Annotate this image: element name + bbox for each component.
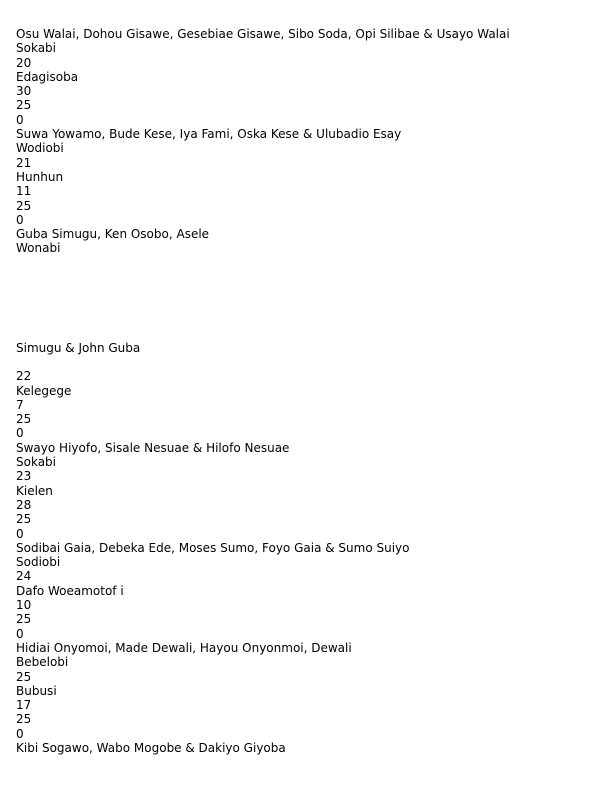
text-line: 28 bbox=[16, 497, 32, 512]
text-line: 0 bbox=[16, 112, 24, 127]
text-line: Edagisoba bbox=[16, 69, 79, 84]
text-line: 7 bbox=[16, 397, 24, 412]
text-line: 25 bbox=[16, 612, 32, 627]
text-line: 17 bbox=[16, 698, 32, 713]
text-line: Sodibai Gaia, Debeka Ede, Moses Sumo, Foyo Gaia & Sumo Suiyo bbox=[16, 540, 410, 555]
text-line: 25 bbox=[16, 669, 32, 684]
text-line: 25 bbox=[16, 198, 32, 213]
text-line: 25 bbox=[16, 412, 32, 427]
text-line: 0 bbox=[16, 626, 24, 641]
text-line: Sokabi bbox=[16, 41, 57, 56]
text-line: Wonabi bbox=[16, 241, 61, 256]
text-line: 23 bbox=[16, 469, 32, 484]
text-line: 21 bbox=[16, 155, 32, 170]
text-line: 11 bbox=[16, 184, 32, 199]
text-line: 22 bbox=[16, 369, 32, 384]
text-line: Bebelobi bbox=[16, 655, 69, 670]
text-line: 0 bbox=[16, 526, 24, 541]
text-line: 0 bbox=[16, 426, 24, 441]
text-line: Sokabi bbox=[16, 455, 57, 470]
text-line: Kielen bbox=[16, 483, 53, 498]
text-line: Swayo Hiyofo, Sisale Nesuae & Hilofo Nesuae bbox=[16, 440, 290, 455]
text-line: 10 bbox=[16, 598, 32, 613]
text-line: 30 bbox=[16, 84, 32, 99]
text-line: Dafo Woeamotof i bbox=[16, 583, 124, 598]
text-line: 20 bbox=[16, 55, 32, 70]
text-line: Kibi Sogawo, Wabo Mogobe & Dakiyo Giyoba bbox=[16, 741, 286, 756]
text-block-upper bbox=[16, 27, 606, 256]
text-block-lower bbox=[16, 341, 606, 755]
text-line: Simugu & John Guba bbox=[16, 341, 141, 355]
text-line: 25 bbox=[16, 98, 32, 113]
text-line: Wodiobi bbox=[16, 141, 64, 156]
text-line: Guba Simugu, Ken Osobo, Asele bbox=[16, 227, 210, 242]
text-line: Sodiobi bbox=[16, 555, 61, 570]
text-line: Hidiai Onyomoi, Made Dewali, Hayou Onyonmoi, Dewali bbox=[16, 640, 352, 655]
text-line: Suwa Yowamo, Bude Kese, Iya Fami, Oska Kese & Ulubadio Esay bbox=[16, 127, 402, 142]
text-line: Kelegege bbox=[16, 383, 72, 398]
text-line: Hunhun bbox=[16, 169, 64, 184]
text-line: Osu Walai, Dohou Gisawe, Gesebiae Gisawe, Sibo Soda, Opi Silibae & Usayo Walai bbox=[16, 27, 510, 41]
text-line: Bubusi bbox=[16, 683, 57, 698]
text-line: 25 bbox=[16, 712, 32, 727]
text-line: 25 bbox=[16, 512, 32, 527]
text-line: 0 bbox=[16, 726, 24, 741]
text-line: 24 bbox=[16, 569, 32, 584]
text-line: 0 bbox=[16, 212, 24, 227]
